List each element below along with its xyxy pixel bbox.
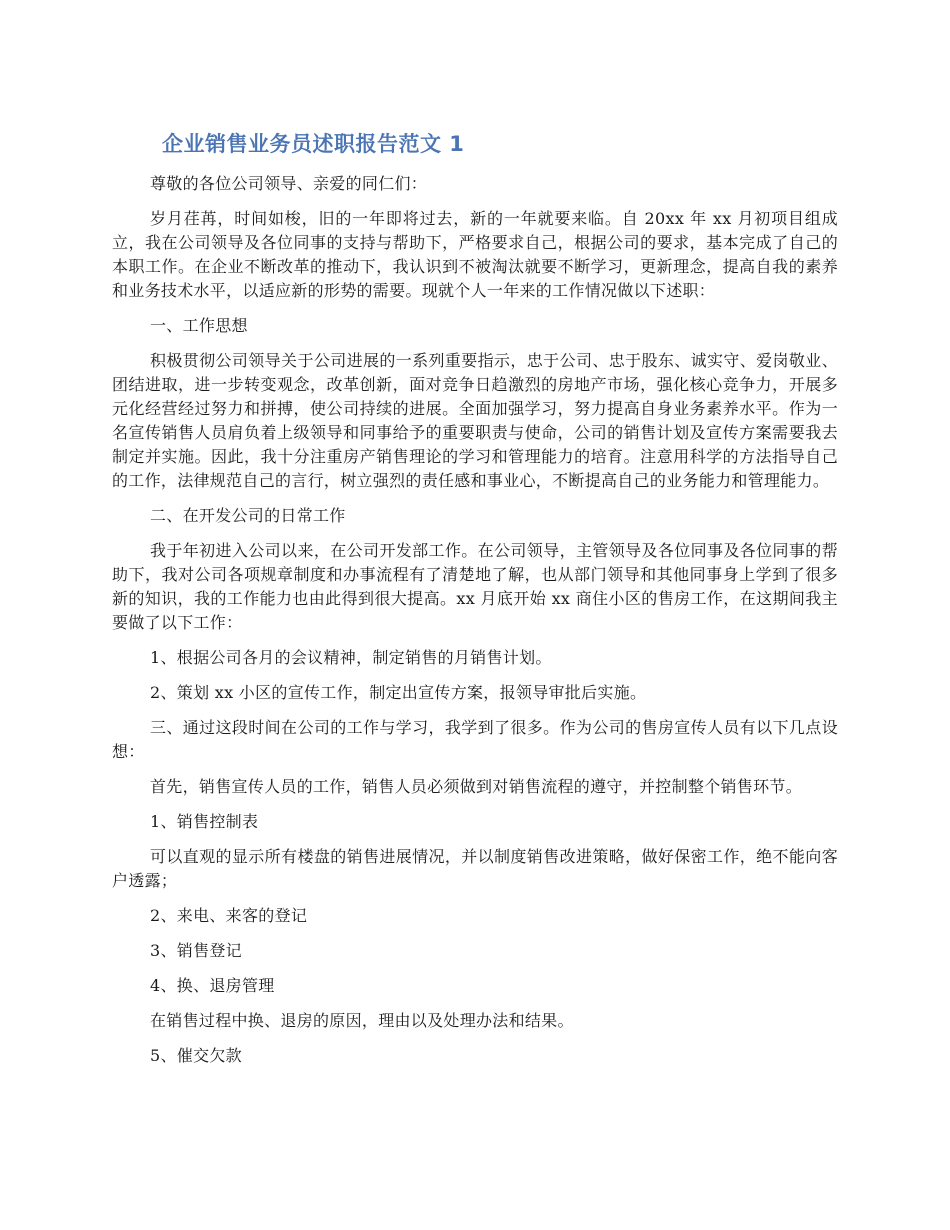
- list-item: 2、策划 xx 小区的宣传工作，制定出宣传方案，报领导审批后实施。: [150, 683, 647, 702]
- paragraph-returns: 在销售过程中换、退房的原因，理由以及处理办法和结果。: [150, 1011, 574, 1030]
- paragraph-first: 首先，销售宣传人员的工作，销售人员必须做到对销售流程的遵守，并控制整个销售环节。: [150, 777, 803, 796]
- list-item: 3、销售登记: [150, 941, 242, 960]
- list-item: 2、来电、来客的登记: [150, 906, 308, 925]
- paragraph-work-thinking: 积极贯彻公司领导关于公司进展的一系列重要指示，忠于公司、忠于股东、诚实守、爱岗敬业、团结进取，进一步转变观念，改革创新，面对竞争日趋激烈的房地产市场，强化核心竞争力，开展多元化经营经过努力和拼搏，使公司持续的进展。全面加强学习，努力提高自身业务素养水平。作为一名宣传销售人员肩负着上级领导和同事给予的重要职责与使命，公司的销售计划及宣传方案需要我去制定并实施。因此，我十分注重房产销售理论的学习和管理能力的培育。注意用科学的方法指导自己的工作，法律规范自己的言行，树立强烈的责任感和事业心，不断提高自己的业务能力和管理能力。: [112, 351, 838, 490]
- paragraph-sales-table: 可以直观的显示所有楼盘的销售进展情况，并以制度销售改进策略，做好保密工作，绝不能向客户透露；: [112, 847, 838, 890]
- list-item: 1、根据公司各月的会议精神，制定销售的月销售计划。: [150, 648, 552, 667]
- list-item: 4、换、退房管理: [150, 976, 275, 995]
- heading-work-thinking: 一、工作思想: [150, 316, 248, 335]
- heading-daily-work: 二、在开发公司的日常工作: [150, 506, 346, 525]
- list-item: 1、销售控制表: [150, 812, 259, 831]
- paragraph-ideas: 三、通过这段时间在公司的工作与学习，我学到了很多。作为公司的售房宣传人员有以下几点设想：: [112, 718, 838, 761]
- paragraph-intro: 岁月荏苒，时间如梭，旧的一年即将过去，新的一年就要来临。自 20xx 年 xx 月初项目组成立，我在公司领导及各位同事的支持与帮助下，严格要求自己，根据公司的要求，基本完成了自己的本职工作。在企业不断改革的推动下，我认识到不被淘汰就要不断学习，更新理念，提高自我的素养和业务技术水平，以适应新的形势的需要。现就个人一年来的工作情况做以下述职：: [112, 209, 838, 300]
- paragraph-daily-work: 我于年初进入公司以来，在公司开发部工作。在公司领导，主管领导及各位同事及各位同事的帮助下，我对公司各项规章制度和办事流程有了清楚地了解，也从部门领导和其他同事身上学到了很多新的知识，我的工作能力也由此得到很大提高。xx 月底开始 xx 商住小区的售房工作，在这期间我主要做了以下工作：: [112, 541, 838, 632]
- paragraph-salutation: 尊敬的各位公司领导、亲爱的同仁们：: [150, 174, 428, 193]
- list-item: 5、催交欠款: [150, 1046, 242, 1065]
- document-title: 企业销售业务员述职报告范文 1: [162, 132, 465, 156]
- document-page: [112, 128, 838, 1079]
